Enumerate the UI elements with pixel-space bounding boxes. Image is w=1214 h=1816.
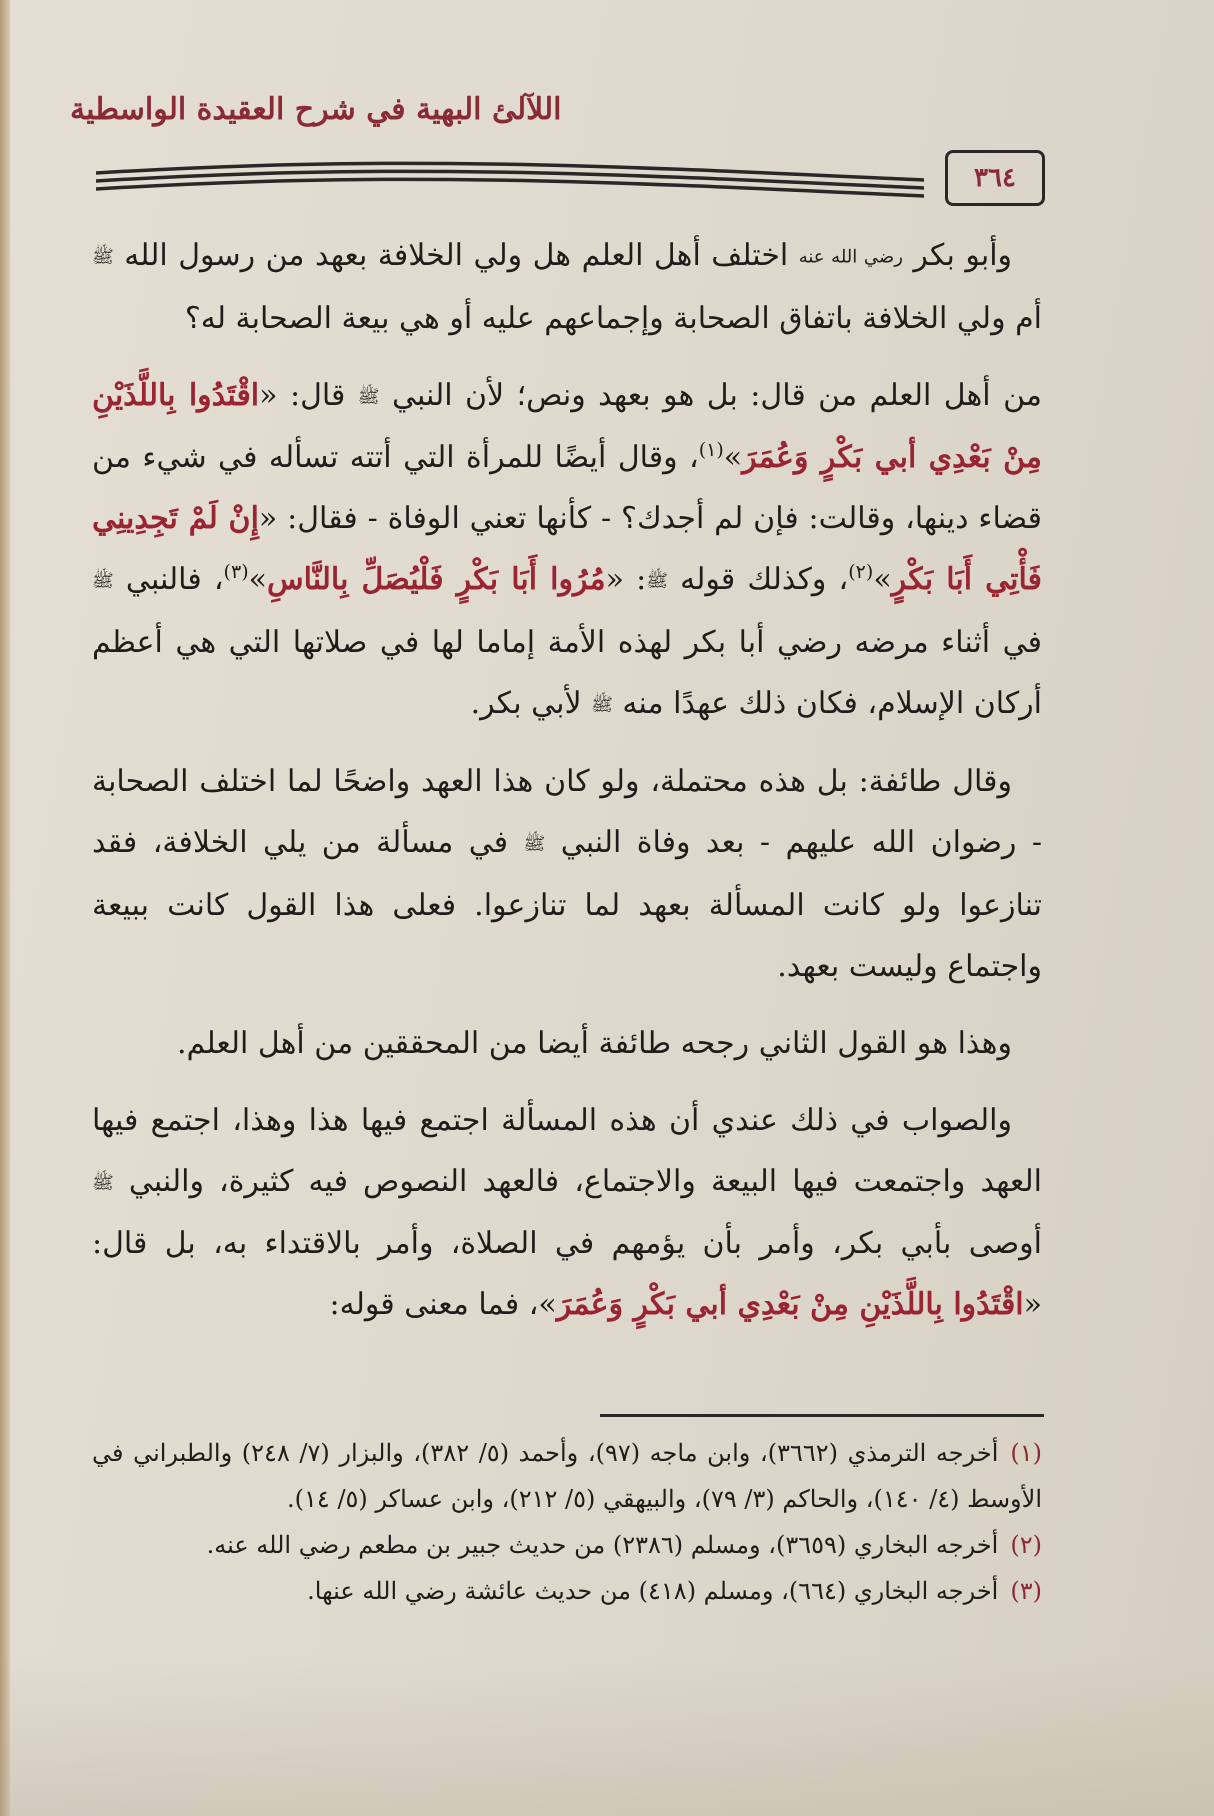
honorific-glyph: رضي الله عنه — [798, 246, 903, 268]
text-run: »، فما معنى قوله: — [329, 1287, 557, 1322]
footnote-number: (١) — [1010, 1439, 1043, 1467]
footnote-number: (٣) — [1010, 1577, 1042, 1605]
text-run: وأبو بكر — [902, 238, 1013, 273]
footnote-1 — [92, 1430, 1042, 1522]
text-run: لأبي بكر. — [470, 685, 592, 721]
footnote-separator — [600, 1414, 1044, 1417]
page-number — [945, 150, 1045, 206]
text-run: وقال طائفة: بل هذه محتملة، ولو كان هذا العهد واضحًا لما اختلف الصحابة - رضوان الله عليهم - بعد وفاة النبي — [92, 764, 1042, 860]
text-run: وهذا هو القول الثاني رجحه طائفة أيضا من المحققين من أهل العلم. — [176, 1025, 1012, 1061]
text-run: اختلف أهل العلم هل ولي الخلافة بعهد من رسول الله — [113, 238, 799, 273]
text-run: أم ولي الخلافة باتفاق الصحابة وإجماعهم عليه أو هي بيعة الصحابة له؟ — [184, 300, 1042, 336]
honorific-glyph: ﷺ — [591, 694, 613, 715]
footnote-ref: (٢) — [848, 561, 874, 583]
honorific-glyph: ﷺ — [92, 570, 114, 592]
hadith-quote: اقْتَدُوا بِاللَّذَيْنِ مِنْ بَعْدِي أبي بَكْرٍ وَعُمَرَ — [92, 377, 1043, 475]
paragraph — [92, 751, 1042, 997]
paragraph — [92, 365, 1042, 736]
hadith-quote: إِنْ لَمْ تَجِدِينِي فَأْتِي أَبَا بَكْرٍ — [92, 501, 1042, 597]
text-run: والصواب في ذلك عندي أن هذه المسألة اجتمع فيها هذا وهذا، اجتمع فيها العهد واجتمعت فيها البيعة والاجتماع، فالعهد النصوص فيه كثيرة، والنبي — [92, 1102, 1042, 1199]
text-run: : « — [605, 562, 647, 597]
honorific-glyph: ﷺ — [523, 833, 546, 855]
honorific-glyph: ﷺ — [357, 386, 380, 407]
footnote-ref: (١) — [698, 439, 724, 461]
text-run: قال: « — [259, 377, 358, 413]
footnote-text: أخرجه البخاري (٦٦٤)، ومسلم (٤١٨) من حديث عائشة رضي الله عنها. — [307, 1577, 999, 1605]
footnote-text: أخرجه الترمذي (٣٦٦٢)، وابن ماجه (٩٧)، وأحمد (٥/ ٣٨٢)، والبزار (٧/ ٢٤٨) والطبراني في الأوسط (٤/ ١٤٠)، والحاكم (٣/ ٧٩)، والبيهقي (٥/ ٢١٢)، وابن عساكر (٥/ ١٤). — [92, 1439, 1042, 1513]
text-run: من أهل العلم من قال: بل هو بعهد ونص؛ لأن النبي — [379, 377, 1042, 413]
hadith-quote: اقْتَدُوا بِاللَّذَيْنِ مِنْ بَعْدِي أبي بَكْرٍ وَعُمَرَ — [556, 1287, 1024, 1322]
text-run: » — [248, 562, 267, 597]
honorific-glyph: ﷺ — [92, 1172, 114, 1193]
footnotes — [92, 1430, 1042, 1614]
page-number-text: ٣٦٤ — [974, 163, 1016, 193]
text-run: ، وقال أيضًا للمرأة التي أتته تسأله في شيء من قضاء دينها، وقالت: فإن لم أجدك؟ - كأنها تعني الوفاة - فقال: « — [92, 440, 1042, 536]
text-run: ، فالنبي — [113, 562, 224, 597]
footnote-ref: (٣) — [223, 561, 249, 583]
main-text — [92, 225, 1042, 1351]
footnote-text: أخرجه البخاري (٣٦٥٩)، ومسلم (٢٣٨٦) من حديث جبير بن مطعم رضي الله عنه. — [206, 1531, 999, 1559]
footnote-2 — [92, 1522, 1042, 1568]
footnote-number: (٢) — [1010, 1531, 1042, 1559]
hadith-quote: مُرُوا أَبَا بَكْرٍ فَلْيُصَلِّ بِالنَّاسِ — [266, 562, 606, 597]
footnote-3 — [92, 1568, 1042, 1614]
text-run: » — [723, 440, 743, 475]
text-run: ، وكذلك قوله — [668, 562, 849, 597]
text-run: أوصى بأبي بكر، وأمر بأن يؤمهم في الصلاة، وأمر بالاقتداء به، بل قال: « — [92, 1226, 1042, 1322]
text-run: » — [873, 562, 892, 597]
honorific-glyph: ﷺ — [646, 570, 668, 592]
text-run: في مسألة من يلي الخلافة، فقد تنازعوا ولو كانت المسألة بعهد لما تنازعوا. فعلى هذا القول كانت ببيعة واجتماع وليست بعهد. — [92, 825, 1042, 984]
honorific-glyph: ﷺ — [92, 246, 114, 268]
text-run: في أثناء مرضه رضي أبا بكر لهذه الأمة إماما لها في صلاتها التي هي أعظم أركان الإسلام، فكان ذلك عهدًا منه — [92, 624, 1042, 721]
paragraph — [92, 225, 1042, 349]
running-title: اللآلئ البهية في شرح العقيدة الواسطية — [70, 92, 562, 127]
header-ornament-lines — [96, 145, 924, 205]
paragraph — [92, 1013, 1042, 1074]
paragraph — [92, 1090, 1042, 1336]
